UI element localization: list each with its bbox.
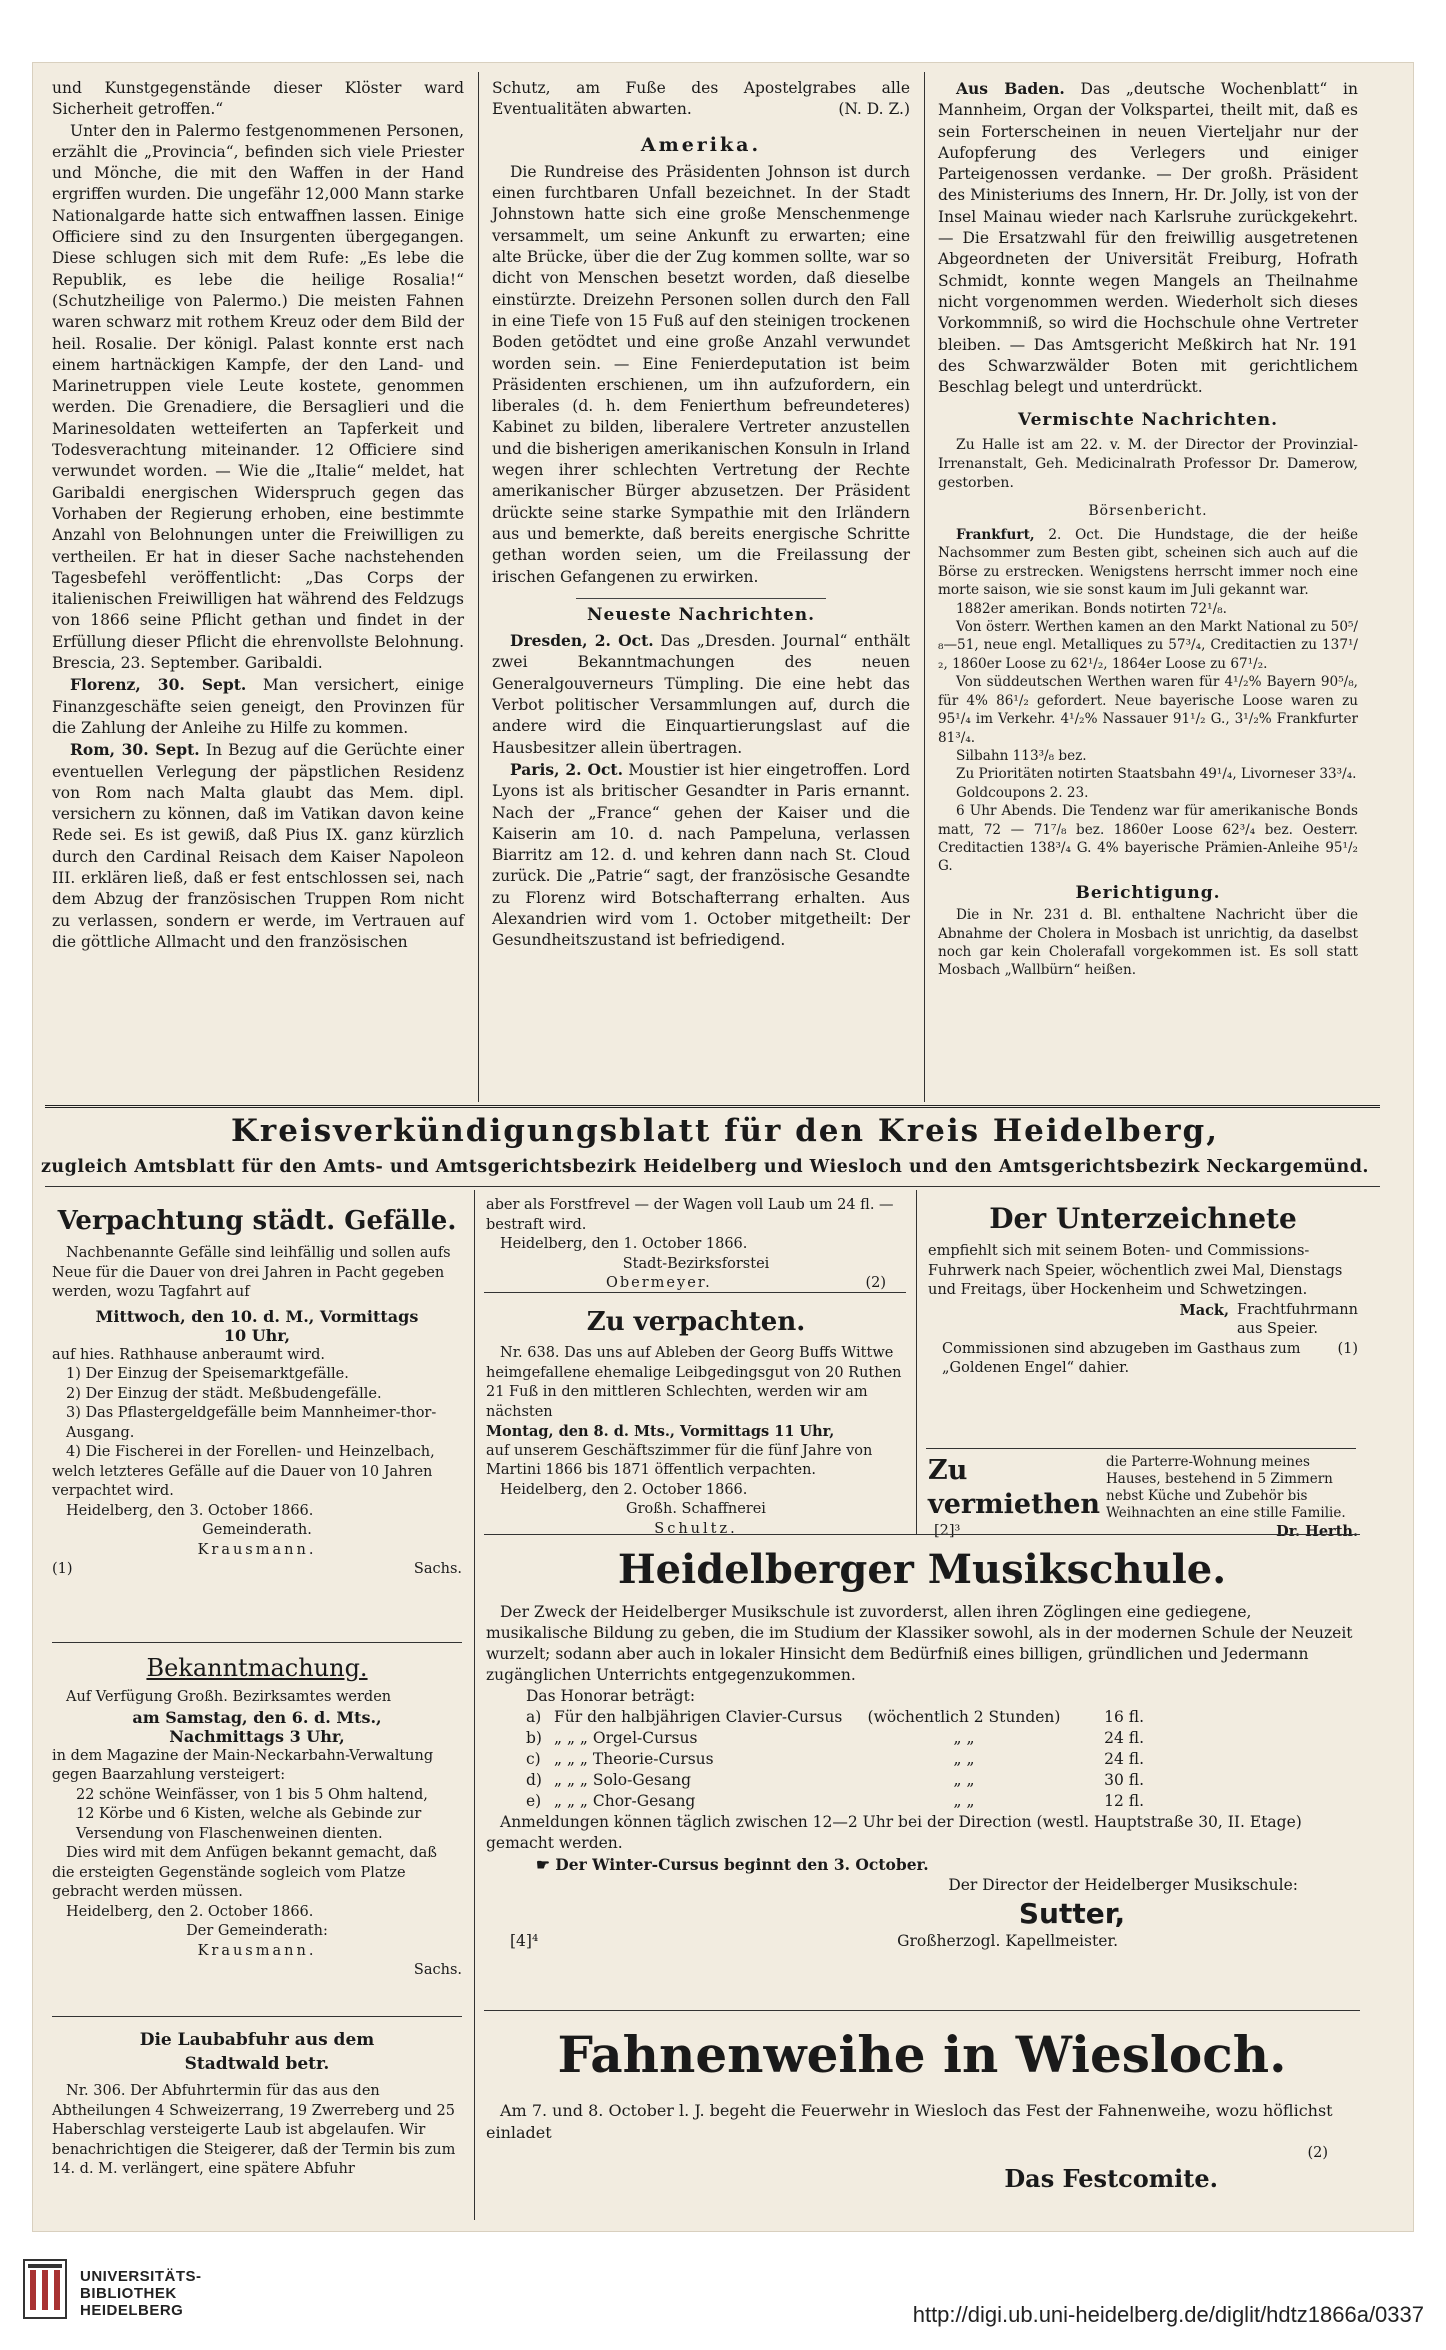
section-title-neueste: Neueste Nachrichten. xyxy=(586,604,816,625)
course-row xyxy=(526,1791,1358,1812)
ad-musikschule xyxy=(486,1540,1358,1990)
ad-unterzeichnete-body: empfiehlt sich mit seinem Boten- und Commissions-Fuhrwerk nach Speier, wöchentlich zwei Mal, Dienstags und Freitags, über Hockenheim und Schwetzingen. xyxy=(928,1243,1343,1298)
ad-unterzeichnete-note-row xyxy=(928,1340,1358,1379)
course-name: „ „ „ Solo-Gesang xyxy=(554,1771,692,1789)
ad-musikschule-honorar: Das Honorar beträgt: xyxy=(526,1687,696,1705)
col3-para-4: 1882er amerikan. Bonds notirten 72¹/₈. xyxy=(956,600,1227,617)
col1-para-4-text: In Bezug auf die Gerüchte einer eventuellen Verlegung der päpstlichen Residenz von Rom nach Malta glaubt das Mem. dipl. versichern zu können, daß im Vatikan davon keine Rede sei. Es ist gewiß, daß Pius IX. ganz kürzlich durch den Cardinal Reisach dem Kaiser Napoleon III. erklären ließ, daß er fest entschlossen sei, nach dem Abzug der französischen Truppen Rom nicht zu verlassen, sondern er werde, im Vertrauen auf die göttliche Allmacht und den französischen xyxy=(52,741,464,951)
university-library-logo-icon xyxy=(22,2258,68,2320)
ad-fahnenweihe-body: Am 7. und 8. October l. J. begeht die Feuerwehr in Wiesloch das Fest der Fahnenweihe, wozu höflichst einladet xyxy=(486,2101,1333,2142)
ad-vermiethen-num: [2]³ xyxy=(934,1523,961,1539)
col3-para-11: Die in Nr. 231 d. Bl. enthaltene Nachricht über die Abnahme der Cholera in Mosbach ist unrichtig, da daselbst noch gar kein Cholerafall vorgekommen ist. Es soll statt Mosbach „Wallbürn“ heißen. xyxy=(938,907,1358,979)
col3-para-7: Silbahn 113³/₈ bez. xyxy=(956,747,1087,764)
ad-verpachtung-sign: Sachs. xyxy=(413,1561,462,1577)
ad-bekanntmachung-sign: Sachs. xyxy=(413,1962,462,1978)
ad-laubabfuhr-title: Die Laubabfuhr aus dem Stadtwald betr. xyxy=(139,2030,375,2074)
ad-bekanntmachung-item-2: 12 Körbe und 6 Kisten, welche als Gebinde zur Versendung von Flaschenweinen dienten. xyxy=(76,1806,422,1842)
ad-verpachtung-footer xyxy=(52,1560,462,1580)
section-title-amerika: Amerika. xyxy=(640,133,762,156)
ad-zuverpachten-authority: Großh. Schaffnerei xyxy=(626,1501,766,1517)
col3-para-1-text: Das „deutsche Wochenblatt“ in Mannheim, Organ der Volkspartei, theilt mit, daß es sein Forterscheinen in neuen Vierteljahr nur der Aufopferung des Verlegers und einiger Parteigenossen verdanke. — Der großh. Präsident des Ministeriums des Innern, Hr. Dr. Jolly, ist von der Insel Mainau wieder nach Karlsruhe zurückgekehrt. — Die Ersatzwahl für den freiwillig ausgetretenen Abgeordneten der Universität Freiburg, Hofrath Schmidt, konnte wegen Mangels an Theilnahme nicht vorgenommen werden. Wiederholt sich dieses Vorkommniß, so wird die Hochschule ohne Vertreter bleiben. — Das Amtsgericht Meßkirch hat Nr. 191 des Schwarzwälder Boten mit gerichtlichem Beschlag belegt und unterdrückt. xyxy=(938,80,1358,397)
masthead-rule-top xyxy=(45,1105,1380,1108)
ad-zuverpachten-body2: auf unserem Geschäftszimmer für die fünf Jahre von Martini 1866 bis 1871 öffentlich verpachten. xyxy=(486,1442,873,1478)
ad-verpachtung-num: (1) xyxy=(52,1561,73,1577)
masthead-rule-bottom xyxy=(45,1186,1380,1187)
col3-para-9: Goldcoupons 2. 23. xyxy=(956,784,1089,801)
course-price: 12 fl. xyxy=(1104,1792,1144,1810)
ad-divider-vertical-1 xyxy=(474,1190,475,2220)
col2-para-1-text: Schutz, am Fuße des Apostelgrabes alle Eventualitäten abwarten. xyxy=(492,79,910,119)
ad-divider-right-1 xyxy=(926,1448,1356,1449)
course-name: „ „ „ Theorie-Cursus xyxy=(554,1750,714,1768)
course-name: „ „ „ Chor-Gesang xyxy=(554,1792,696,1810)
course-letter: e) xyxy=(526,1792,542,1810)
ad-verpachtung-place: auf hies. Rathhause anberaumt wird. xyxy=(52,1346,326,1363)
ad-zuverpachten-dateline: Heidelberg, den 2. October 1866. xyxy=(500,1481,748,1498)
col1-para-4 xyxy=(52,739,464,953)
section-title-vermischte: Vermischte Nachrichten. xyxy=(1017,410,1279,431)
ad-forstfrevel-footer xyxy=(486,1274,906,1294)
course-detail: „ „ xyxy=(953,1771,975,1789)
col1-para-3 xyxy=(52,674,464,739)
viewer-footer xyxy=(0,2232,1446,2350)
column-divider-1 xyxy=(478,72,479,1102)
ad-unterzeichnete-note: Commissionen sind abzugeben im Gasthaus zum „Goldenen Engel“ dahier. xyxy=(942,1340,1301,1376)
ad-bekanntmachung-body: in dem Magazine der Main-Neckarbahn-Verwaltung gegen Baarzahlung versteigert: xyxy=(52,1747,434,1783)
course-name: „ „ „ Orgel-Cursus xyxy=(554,1729,698,1747)
ad-verpachtung-authority: Gemeinderath. xyxy=(202,1522,312,1538)
ad-unterzeichnete xyxy=(928,1196,1358,1414)
ad-forstfrevel-name: Obermeyer. xyxy=(606,1275,712,1291)
ad-verpachtung xyxy=(52,1196,462,1636)
ad-musikschule-num: [4]⁴ xyxy=(510,1932,539,1950)
ad-forstfrevel-num: (2) xyxy=(865,1275,886,1291)
dateline-florenz: Florenz, 30. Sept. xyxy=(70,675,247,695)
course-letter: a) xyxy=(526,1708,542,1726)
ad-musikschule-winter: ☛ Der Winter-Cursus beginnt den 3. October. xyxy=(536,1855,929,1874)
course-price: 16 fl. xyxy=(1104,1708,1144,1726)
ad-verpachtung-item-1: 1) Der Einzug der Speisemarktgefälle. xyxy=(66,1366,349,1382)
ad-zuverpachten-title: Zu verpachten. xyxy=(586,1307,806,1337)
ad-vermiethen-body: die Parterre-Wohnung meines Hauses, bestehend in 5 Zimmern nebst Küche und Zubehör bis Weihnachten an eine stille Familie. xyxy=(1106,1454,1346,1521)
course-price: 24 fl. xyxy=(1104,1750,1144,1768)
ad-musikschule-footer xyxy=(486,1932,1358,1952)
col2-para-2: Die Rundreise des Präsidenten Johnson ist durch einen furchtbaren Unfall bezeichnet. In der Stadt Johnstown hatte sich eine große Menschenmenge versammelt, um seine Ankunft zu erwarten; eine alte Brücke, über die der Zug kommen sollte, war so dicht von Menschen besetzt worden, daß dieselbe einstürzte. Dreizehn Personen sollen durch den Fall in eine Tiefe von 15 Fuß auf den steinigen trockenen Boden getödtet und eine große Anzahl verwundet worden sein. — Eine Fenierdeputation ist beim Präsidenten erschienen, um ihn aufzufordern, ein liberales (d. h. dem Fenierthum befreundeteres) Kabinet zu bilden, liberalere Vertreter anzustellen und die bisherigen amerikanischen Konsuln in Irland wegen ihrer schlechten Vertretung der Rechte amerikanischer Bürger abzusetzen. Der Präsident drückte seine starke Sympathie mit den Irländern aus und bemerkte, daß bereits energische Schritte gethan worden seien, um die Freilassung der irischen Gefangenen zu erwirken. xyxy=(492,162,910,586)
ad-vermiethen xyxy=(928,1454,1358,1540)
ad-zuverpachten-name: Schultz. xyxy=(654,1520,738,1537)
col3-para-3 xyxy=(938,526,1358,600)
col3-para-1 xyxy=(938,78,1358,398)
ad-verpachtung-title: Verpachtung städt. Gefälle. xyxy=(57,1206,457,1236)
source-url-link[interactable]: http://digi.ub.uni-heidelberg.de/diglit/hdtz1866a/0337 xyxy=(912,2302,1424,2327)
col2-para-4-text: Moustier ist hier eingetroffen. Lord Lyons ist als britischer Gesandter in Paris ernannt. Nach der „France“ gehen der Kaiser und die Kaiserin am 10. d. nach Pampeluna, verlassen Biarritz am 12. d. und kehren dann nach St. Cloud zurück. Die „Patrie“ sagt, der französische Gesandte zu Florenz wird Botschafterrang erhalten. Aus Alexandrien wird vom 1. October mitgetheilt: Der Gesundheitszustand ist befriedigend. xyxy=(492,760,910,950)
ad-verpachtung-outro: welch letzteres Gefälle auf die Dauer von 10 Jahren verpachtet wird. xyxy=(52,1463,433,1499)
ad-unterzeichnete-title: Der Unterzeichnete xyxy=(989,1202,1297,1235)
course-detail: „ „ xyxy=(953,1792,975,1810)
ad-vermiethen-title: Zu vermiethen xyxy=(928,1455,1101,1520)
section-title-berichtigung: Berichtigung. xyxy=(1075,882,1221,903)
ad-divider-mid-2 xyxy=(484,1534,1360,1535)
column-3 xyxy=(938,78,1358,1098)
dateline-baden: Aus Baden. xyxy=(956,79,1065,98)
ad-vermiethen-row xyxy=(928,1454,1358,1522)
course-detail: „ „ xyxy=(953,1750,975,1768)
course-letter: b) xyxy=(526,1729,542,1747)
masthead-title: Kreisverkündigungsblatt für den Kreis Heidelberg, xyxy=(230,1113,1220,1149)
ad-bekanntmachung xyxy=(52,1648,462,2010)
logo-line-2: BIBLIOTHEK xyxy=(80,2285,177,2302)
boersen-block xyxy=(938,526,1358,980)
masthead-subtitle: zugleich Amtsblatt für den Amts- und Amtsgerichtsbezirk Heidelberg und Wiesloch und den Amtsgerichtsbezirk Neckargemünd. xyxy=(40,1157,1370,1177)
ad-bekanntmachung-name: Krausmann. xyxy=(197,1942,317,1959)
course-row xyxy=(526,1770,1358,1791)
course-name: Für den halbjährigen Clavier-Cursus xyxy=(554,1708,843,1726)
ad-divider-left-1 xyxy=(52,1642,462,1643)
dateline-dresden: Dresden, 2. Oct. xyxy=(510,631,654,651)
column-1 xyxy=(52,78,464,1098)
ad-bekanntmachung-authority: Der Gemeinderath: xyxy=(186,1923,328,1939)
section-title-boersen: Börsenbericht. xyxy=(1088,502,1208,519)
ad-bekanntmachung-dateline: Heidelberg, den 2. October 1866. xyxy=(66,1903,314,1920)
ad-laubabfuhr-body: Nr. 306. Der Abfuhrtermin für das aus den Abtheilungen 4 Schweizerrang, 19 Zwerreberg und 25 Haberschlag versteigerte Laub ist abgelaufen. Wir benachrichtigen die Steigerer, daß der Termin bis zum 14. d. M. verlängert, eine spätere Abfuhr xyxy=(52,2083,456,2177)
ad-bekanntmachung-item-1: 22 schöne Weinfässer, von 1 bis 5 Ohm haltend, xyxy=(76,1786,428,1803)
ad-unterzeichnete-name: Mack, xyxy=(1179,1301,1230,1319)
course-letter: c) xyxy=(526,1750,541,1768)
dateline-rom: Rom, 30. Sept. xyxy=(70,740,200,760)
column-2 xyxy=(492,78,910,1098)
ad-divider-left-2 xyxy=(52,2016,462,2017)
ad-verpachtung-time: 10 Uhr, xyxy=(223,1326,291,1345)
ad-divider-vertical-2 xyxy=(916,1190,917,1534)
ad-verpachtung-item-3: 3) Das Pflastergeldgefälle beim Mannheimer-thor-Ausgang. xyxy=(66,1405,437,1441)
col1-para-2: Unter den in Palermo festgenommenen Personen, erzählt die „Provincia“, befinden sich viele Priester und Mönche, die mit den Waffen in der Hand ergriffen wurden. Die ungefähr 12,000 Mann starke Nationalgarde hatte sich entwaffnen lassen. Einige Officiere sind zu den Insurgenten übergegangen. Diese schlugen sich mit dem Rufe: „Es lebe die Republik, es lebe die heilige Rosalia!“ (Schutzheilige von Palermo.) Die meisten Fahnen waren schwarz mit rothem Kreuz oder dem Bild der heil. Rosalie. Der königl. Palast konnte erst nach einem hartnäckigen Kampfe, der den Land- und Marinetruppen viele Leute kostete, genommen werden. Die Grenadiere, die Bersaglieri und die Marinesoldaten wetteiferten an Tapferkeit und Todesverachtung miteinander. 12 Officiere sind verwundet worden. — Wie die „Italie“ meldet, hat Garibaldi energischen Widerspruch gegen das Vorhaben der Regierung erhoben, eine bestimmte Anzahl von Belohnungen unter die Freiwilligen zu vertheilen. Er hat in dieser Sache nachstehenden Tagesbefehl veröffentlicht: „Das Corps der italienischen Freiwilligen hat während des Feldzugs von 1866 seine Pflicht gethan und findet in der Erfüllung dieser Pflicht die ehrenvollste Belohnung. Brescia, 23. September. Garibaldi. xyxy=(52,121,464,673)
ad-fahnenweihe-title: Fahnenweihe in Wiesloch. xyxy=(557,2025,1287,2084)
ad-bekanntmachung-time: Nachmittags 3 Uhr, xyxy=(169,1727,345,1746)
ad-forstfrevel-dateline: Heidelberg, den 1. October 1866. xyxy=(500,1236,748,1252)
course-row xyxy=(526,1707,1358,1728)
ad-verpachtung-intro: Nachbenannte Gefälle sind leihfällig und sollen aufs Neue für die Dauer von drei Jahren in Pacht gegeben werden, wozu Tagfahrt auf xyxy=(52,1245,451,1300)
col3-para-6: Von süddeutschen Werthen waren für 4¹/₂% Bayern 90⁵/₈, für 4% 86¹/₂ gefordert. Neue bayerische Loose waren zu 95¹/₄ im Verkehr. 4¹/₂% Nassauer 91¹/₂ G., 3¹/₂% Frankfurter 81³/₄. xyxy=(938,674,1358,746)
col2-para-3 xyxy=(492,630,910,759)
ad-zuverpachten-body: Nr. 638. Das uns auf Ableben der Georg Buffs Wittwe heimgefallene ehemalige Leibgedingsgut von 20 Ruthen 21 Fuß in den mittleren Schlechten, werden wir am nächsten xyxy=(486,1345,902,1420)
ad-bekanntmachung-note: Dies wird mit dem Anfügen bekannt gemacht, daß die ersteigten Gegenstände sogleich vom Platze gebracht werden müssen. xyxy=(52,1845,437,1900)
course-price: 30 fl. xyxy=(1104,1771,1144,1789)
dateline-paris: Paris, 2. Oct. xyxy=(510,759,623,779)
col2-para-1-source: (N. D. Z.) xyxy=(838,100,910,119)
ad-musikschule-director: Der Director der Heidelberger Musikschule: xyxy=(948,1876,1298,1894)
ad-zuverpachten xyxy=(486,1298,906,1537)
ad-forstfrevel-body: aber als Forstfrevel — der Wagen voll Laub um 24 fl. — bestraft wird. xyxy=(486,1197,894,1233)
ad-musikschule-courses xyxy=(486,1707,1358,1812)
course-detail: (wöchentlich 2 Stunden) xyxy=(867,1708,1061,1726)
ad-bekanntmachung-date: am Samstag, den 6. d. Mts., xyxy=(132,1707,382,1727)
ad-fahnenweihe-sign: Das Festcomite. xyxy=(1004,2163,1218,2193)
col2-para-3-text: Das „Dresden. Journal“ enthält zwei Bekanntmachungen des neuen Generalgouverneurs Tümpling. Die eine hebt das Verbot politischer Versammlungen auf, durch die andere wird die Einquartierungslast auf die Hausbesitzer allein übertragen. xyxy=(492,632,911,757)
ad-bekanntmachung-title: Bekanntmachung. xyxy=(146,1654,368,1682)
course-detail: „ „ xyxy=(953,1729,975,1747)
ad-musikschule-intro: Der Zweck der Heidelberger Musikschule ist zuvorderst, allen ihren Zöglingen eine gediegene, musikalische Bildung zu geben, die im Studium der Klassiker sowohl, als in der modernen Schule der Neuzeit wurzelt; sodann aber auch in lokaler Hinsicht dem Bedürfniß eines billigen, gründlichen und Jedermann zugänglichen Unterrichts entgegenzukommen. xyxy=(486,1603,1353,1684)
section-divider xyxy=(576,598,827,599)
ad-bekanntmachung-intro: Auf Verfügung Großh. Bezirksamtes werden xyxy=(66,1689,392,1705)
logo-line-1: UNIVERSITÄTS- xyxy=(80,2268,202,2285)
ad-divider-mid-3 xyxy=(484,2010,1360,2011)
column-divider-2 xyxy=(924,72,925,1102)
col3-para-2: Zu Halle ist am 22. v. M. der Director der Provinzial-Irrenanstalt, Geh. Medicinalrath Professor Dr. Damerow, gestorben. xyxy=(938,436,1358,491)
ad-unterzeichnete-place: aus Speier. xyxy=(1237,1321,1318,1337)
university-library-name xyxy=(80,2268,202,2319)
col2-para-4 xyxy=(492,759,910,952)
ad-musikschule-title: Heidelberger Musikschule. xyxy=(617,1546,1227,1593)
col3-para-3-text: 2. Oct. Die Hundstage, die der heiße Nachsommer zum Besten gibt, scheinen sich auch auf die Börse zu erstrecken. Wenigstens herrscht immer noch eine morte saison, wie sie sonst kaum im Juli gekannt war. xyxy=(938,527,1358,599)
ad-musikschule-role: Großherzogl. Kapellmeister. xyxy=(897,1932,1118,1950)
course-price: 24 fl. xyxy=(1104,1729,1144,1747)
col3-para-8: Zu Prioritäten notirten Staatsbahn 49¹/₄, Livorneser 33³/₄. xyxy=(956,766,1357,783)
col3-para-10: 6 Uhr Abends. Die Tendenz war für amerikanische Bonds matt, 72 — 71⁷/₈ bez. 1860er Loose 62³/₄ bez. Oesterr. Creditactien 138³/₄ G. 4% bayerische Prämien-Anleihe 95¹/₂ G. xyxy=(938,803,1358,875)
col2-para-1 xyxy=(492,78,910,121)
ad-verpachtung-dateline: Heidelberg, den 3. October 1866. xyxy=(66,1502,314,1519)
ad-musikschule-anmeldung: Anmeldungen können täglich zwischen 12—2 Uhr bei der Direction (westl. Hauptstraße 30, II. Etage) gemacht werden. xyxy=(486,1813,1302,1852)
logo-line-3: HEIDELBERG xyxy=(80,2302,184,2319)
col3-para-5: Von österr. Werthen kamen an den Markt National zu 50⁵/₈—51, neue engl. Metalliques zu 57³/₄, Creditactien zu 137¹/₂, 1860er Loose zu 62¹/₂, 1864er Loose zu 67¹/₂. xyxy=(938,619,1358,672)
dateline-frankfurt: Frankfurt, xyxy=(956,527,1035,544)
course-row xyxy=(526,1728,1358,1749)
ad-verpachtung-item-4: 4) Die Fischerei in der Forellen- und Heinzelbach, xyxy=(66,1444,435,1460)
ad-verpachtung-name: Krausmann. xyxy=(197,1541,317,1558)
col1-para-3-text: Man versichert, einige Finanzgeschäfte seien geneigt, den Provinzen für die Zahlung der Anleihe zu Hilfe zu kommen. xyxy=(52,676,464,737)
col1-para-1: und Kunstgegenstände dieser Klöster ward Sicherheit getroffen.“ xyxy=(52,79,464,119)
ad-laubabfuhr xyxy=(52,2022,462,2222)
ad-fahnenweihe xyxy=(486,2016,1358,2222)
ad-musikschule-name: Sutter, xyxy=(1018,1897,1126,1930)
ad-verpachtung-date: Mittwoch, den 10. d. M., Vormittags xyxy=(95,1306,419,1326)
ad-zuverpachten-date: Montag, den 8. d. Mts., Vormittags 11 Uhr, xyxy=(486,1423,835,1440)
ad-verpachtung-item-2: 2) Der Einzug der städt. Meßbudengefälle. xyxy=(66,1385,382,1402)
ad-fahnenweihe-num: (2) xyxy=(1307,2145,1328,2161)
ad-unterzeichnete-sig xyxy=(928,1301,1358,1321)
course-letter: d) xyxy=(526,1771,542,1789)
ad-forstfrevel-authority: Stadt-Bezirksforstei xyxy=(622,1255,770,1272)
ad-divider-mid-1 xyxy=(484,1292,906,1293)
ad-vermiethen-sign: Dr. Herth. xyxy=(1276,1523,1358,1540)
ad-unterzeichnete-role: Frachtfuhrmann xyxy=(1237,1301,1358,1318)
ad-unterzeichnete-num: (1) xyxy=(1337,1340,1358,1357)
course-row xyxy=(526,1749,1358,1770)
ad-vermiethen-footer xyxy=(928,1522,1358,1542)
